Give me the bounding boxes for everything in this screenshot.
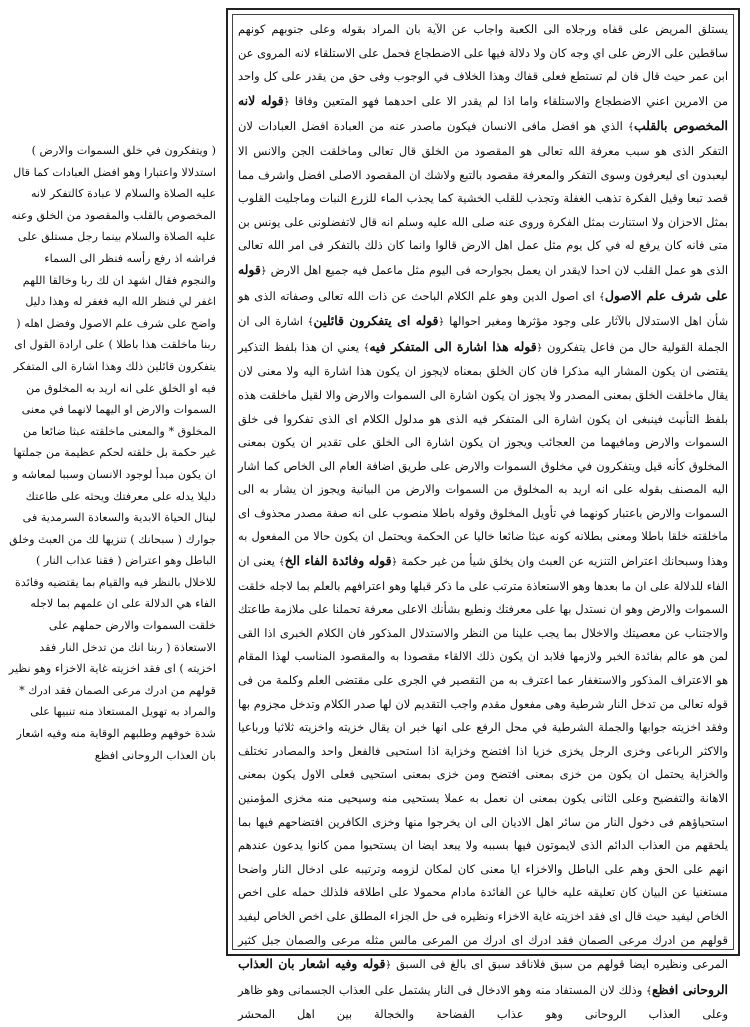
main-paragraph: اى اصول الدين وهو علم الكلام الباحث عن ذات الله تعالى وصفاته الذى هو شأن اهل الاستدلال بالآثار على وجود مؤثرها ومغير احوالها — [238, 288, 729, 329]
margin-quran-tafsir-text — [8, 140, 216, 762]
qawl-heading: قوله على شرف علم الاصول — [238, 261, 728, 303]
ornament-close-icon: ﴾ — [646, 985, 653, 997]
ornament-close-icon: ﴾ — [628, 122, 634, 134]
qawl-heading: قوله وفائدة الفاء الخ — [284, 553, 392, 569]
main-paragraph: يعنى ان الفاء للدلالة على ان ما بعدها وهو الاستعاذة مترتب على ما ذكر قبلها وهو اعترافهم بالعلم بما لاجله خلقت السموات والارض وهو ان نستدل بها على معرفتك ونطيع بشأنك الاعلى معرفة تحملنا على ملازمة طاعتك والاجتناب عن معصيتك والاخلال بما يجب علينا من النظر والاستدلال المذكور فان الكلام الخبرى اذا القى لمن هو عالم بفائدة الخبر ولازمها فلابد ان يكون ذلك الالقاء مقصودا به والمقصود المناسب لهذا المقام هو الاعتراف المذكور والاستغفار عما اعترف به من التقصير في الجرى على مقتضى العلم وكلمة من فى قوله تعالى من تدخل النار شرطية وهى مفعول مقدم واجب التقديم لان لها صدر الكلام وتدخل مجزوم بها وفقد اخزيته جوابها والجملة الشرطية في محل الرفع على انها خبر ان يقال خزيته واخزيته ثلاثيا ورباعيا والاكثر الرباعى وخزى الرجل يخزى خزيا اذا افتضح وخزاية اذا استحيى فالفعل واحد والمصادر تختلف والخزاية يحتمل ان يكون من خزى بمعنى افتضح ومن خزى بمعنى استحيى فعلى الاول يكون بمعنى الاهانة والتفضيح وعلى الثانى يكون بمعنى ان نعمل به عملا يستحيى منه وسيحيى منه مخزى المؤمنين استحياؤهم فى دخول النار من سائر اهل الاديان الى ان يخرجوا منها وخزى الكافرين افتضاحهم فيها بما يلحقهم من العذاب الدائم الذى لايموتون فيها بسببه ولا يبعد ايضا ان يستحيوا ممن كانوا يدعون عندهم انهم على الحق وهم على الباطل والاخزاء ايا معنى كان لمكان لزومه وترتيبه على ادخال النار واضحا مستغنيا عن البيان كان تعليقه عليه خاليا عن الفائدة مادام محمولا على اطلاقه فلذلك حمله على اخص الخاص ليفيد حيث قال اى فقد اخزيته غاية الاخزاء ونظيره فى حل الجزاء المطلق على اخص الخاص ليفيد قولهم من ادرك مرعى الصمان فقد ادرك اى ادرك من المرعى مالس مثله مرعى والصمان جبل كثير المرعى ونظيره ايضا قولهم من سبق فلاناقد سبق اى بالغ فى السبق — [238, 554, 728, 972]
main-paragraph: اشارة الى ان الجملة القولية حال من فاعل يتفكرون — [238, 314, 728, 354]
ornament-close-icon: ﴾ — [278, 557, 285, 569]
ornament-open-icon: ﴿ — [536, 342, 543, 354]
ornament-close-icon: ﴾ — [363, 342, 370, 354]
ornament-open-icon: ﴿ — [283, 96, 290, 108]
ornament-close-icon: ﴾ — [307, 317, 314, 329]
qawl-heading: قوله اى يتفكرون قائلين — [313, 313, 439, 329]
main-paragraph: الذي هو افضل مافى الانسان فيكون ماصدر عنه من العبادة افضل العبادات لان التفكر الذى هو سبب معرفة الله تعالى هو المقصود من الخلق قال تعالى وماخلقت الجن والانس الا ليعبدون اى ليعرفون وسوى التفكر والمعرفة مقصود بالتبع ولاشك ان المقصود الاصلى افضل واشرف مما قصد تبعا وقيل الفكرة تذهب الغفلة وتجذب للقلب الخشية كما يجذب الماء للزرع النبات وماجليت القلوب بمثل الاحزان ولا استنارت بمثل الفكرة وروى عنه صلى الله عليه وسلم انه قال لاتفضلونى على يونس بن متى فانه كان يرفع له في كل يوم مثل عمل اهل الارض قالوا وانما كان ذلك بالتفكر فى امر الله تعالى الذى هو عمل القلب لان احدا لايقدر ان يعمل بجوارحه فى اليوم مثل ماعمل فيه جميع اهل الارض — [238, 119, 728, 277]
qawl-heading: قوله لانه المخصوص بالقلب — [238, 92, 729, 134]
ornament-close-icon: ﴾ — [599, 291, 605, 303]
qawl-heading: قوله وفيه اشعار بان العذاب الروحانى افظع — [238, 956, 728, 997]
commentary-main-text — [238, 18, 729, 1022]
ornament-open-icon: ﴿ — [391, 557, 398, 569]
main-paragraph: وذلك لان المستفاد منه وهو الادخال فى النار يشتمل على العذاب الجسمانى وهو ظاهر وعلى العذاب الروحانى وهو عذاب الفضاحة والخجالة بين اهل المحشر — [238, 982, 728, 1022]
ornament-open-icon: ﴿ — [385, 960, 392, 972]
ornament-open-icon: ﴿ — [438, 317, 445, 329]
margin-paragraph: ( ويتفكرون في خلق السموات والارض ) استدلالا واعتبارا وهو افضل العبادات كما قال عليه الصلاة والسلام لا عبادة كالتفكر لانه المخصوص بالقلب والمقصود من الخلق وعنه عليه الصلاة والسلام بينما رجل مستلق على فراشه اذ رفع رأسه فنظر الى السماء والنجوم فقال اشهد ان لك ربا وخالقا اللهم اغفر لي فنظر الله اليه فغفر له وهذا دليل واضح على شرف علم الاصول وفضل اهله ( ربنا ماخلقت هذا باطلا ) على ارادة القول اى يتفكرون قائلين ذلك وهذا اشارة الى المتفكر فيه او الخلق على انه اريد به المخلوق من السموات والارض او اليهما لانهما في معنى المخلوق * والمعنى ماخلقته عبثا ضائعا من غير حكمة بل خلقته لحكم عظيمة من جملتها ان يكون مبدأ لوجود الانسان وسببا لمعاشه و دليلا يدله على معرفتك ويحثه على طاعتك لينال الحياة الابدية والسعادة السرمدية فى جوارك ( سبحانك ) تنزيها لك من العبث وخلق الباطل وهو اعتراض ( فقنا عذاب النار ) للاخلال بالنظر فيه والقيام بما يقتضيه وفائدة الفاء هي الدلالة على ان علمهم بما لاجله خلقت السموات والارض حملهم على الاستعاذة ( ربنا انك من تدخل النار فقد اخزيته ) اى فقد اخزيته غاية الاخزاء وهو نظير قولهم من ادرك مرعى الصمان فقد ادرك * والمراد به تهويل المستعاذ منه تنبيها على شدة خوفهم وطلبهم الوقاية منه وفيه اشعار بان العذاب الروحانى افظع — [8, 144, 216, 762]
qawl-heading: قوله هذا اشارة الى المتفكر فيه — [369, 338, 537, 354]
ornament-open-icon: ﴿ — [260, 265, 267, 277]
main-paragraph: يستلق المريض على قفاه ورجلاه الى الكعبة واجاب عن الآية بان المراد بقوله وعلى جنوبهم كونهم ساقطين على الارض على اي وجه كان ولا دلالة فيها على الاضطجاع فحمل على الاستلقاء لانه المروى عن ابن عمر حيث قال فان لم تستطع فعلى قفاك وهذا الخلاف في الوجوب وفى حق من يقدر على كل واحد من الامرين اعني الاضطجاع والاستلقاء واما اذا لم يقدر الا على احدهما فهو المتعين وفاقا — [238, 22, 728, 108]
main-paragraph: يعني ان هذا بلفظ التذكير يقتضى ان يكون المشار اليه مذكرا فان كان الخلق بمعناه لايجوز ان يكون هذا اشارة اليه ولا معنى لان يقال ماخلقت الخلق بمعنى المصدر ولا يجوز ان يكون اشارة الى السموات والارض والا لقيل ماخلقت هذه بلفظ التأنيث فينبغى ان يكون اشارة الى المتفكر فيه الذى هو مدلول الكلام اى الذى تفكروا فى خلق السموات والارض ومافيهما من العجائب ويجوز ان يكون اشارة الى الخلق على تقدير ان يكون بمعنى المخلوق كأنه قيل ويتفكرون في مخلوق السموات والارض على طريق اضافة العام الى الخاص كما اشار اليه المصنف بقوله على انه اريد به المخلوق من السموات والارض من البيانية ويجوز ان يشار به الى السموات والارض باعتبار كونهما في تأويل المخلوق وقوله باطلا منصوب على انه صفة مصدر محذوف اى ماخلقته خلقا باطلا ومعنى بطلانه كونه عبثا ضائعا خاليا عن الحكمة ويحتمل ان يكون حالا من المفعول به وهذا وسبحانك اعتراض التنزيه عن العبث وان يخلق شيأ من غير حكمة — [238, 339, 728, 569]
commentary-body — [238, 18, 728, 1027]
